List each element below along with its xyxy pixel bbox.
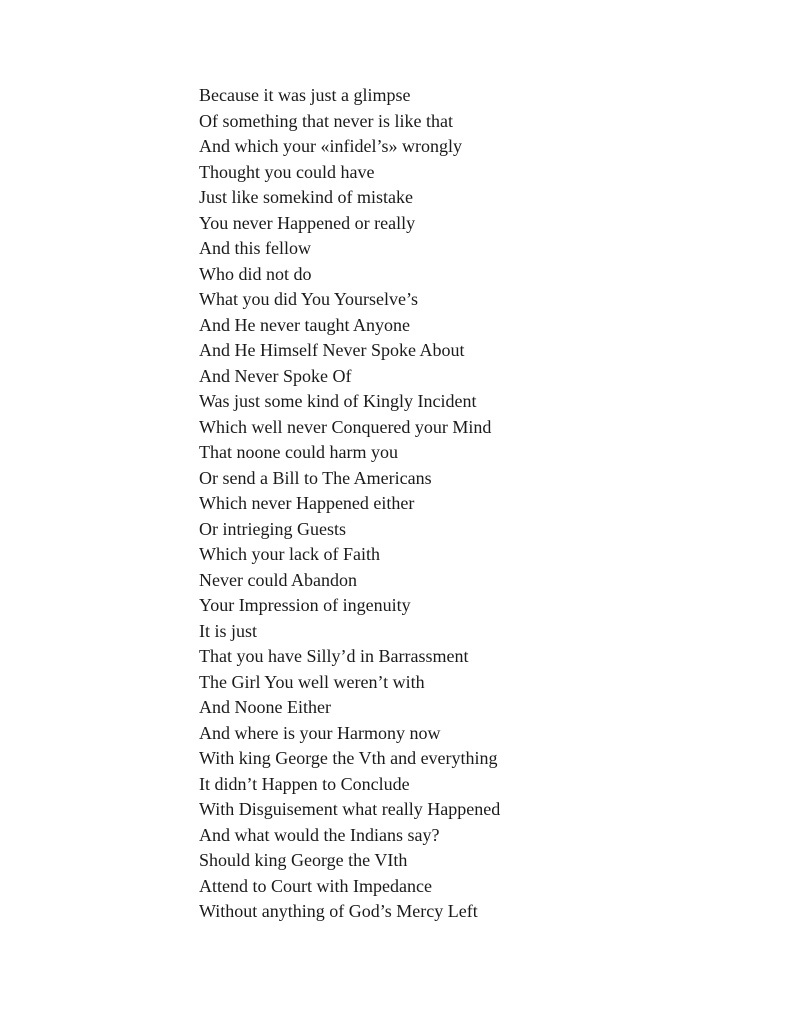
- poem-line: Just like somekind of mistake: [199, 187, 413, 207]
- poem-line: You never Happened or really: [199, 212, 416, 233]
- poem-line: And where is your Harmony now: [199, 722, 441, 743]
- poem-line: Of something that never is like that: [199, 110, 453, 131]
- poem-line: That you have Silly’d in Barrassment: [199, 646, 469, 666]
- poem-line: And what would the Indians say?: [199, 824, 440, 845]
- poem-line: What you did You Yourselve’s: [199, 289, 419, 309]
- poem-line: And Never Spoke Of: [199, 365, 352, 386]
- poem-line: It is just: [199, 620, 258, 641]
- poem-text-block: [199, 83, 500, 925]
- poem-line: Because it was just a glimpse: [199, 85, 411, 105]
- poem-line: Should king George the VIth: [199, 850, 408, 870]
- poem-line: Without anything of God’s Mercy Left: [199, 901, 478, 921]
- poem-line: Thought you could have: [199, 161, 375, 182]
- poem-line: With king George the Vth and everything: [199, 748, 498, 768]
- poem-line: With Disguisement what really Happened: [199, 799, 501, 819]
- poem-line: And which your «infidel’s» wrongly: [199, 136, 462, 156]
- poem-line: It didn’t Happen to Conclude: [199, 773, 410, 794]
- poem-line: Who did not do: [199, 263, 312, 284]
- poem-line: And He Himself Never Spoke About: [199, 340, 465, 360]
- poem-line: And He never taught Anyone: [199, 314, 410, 335]
- poem-line: The Girl You well weren’t with: [199, 671, 425, 692]
- poem-line: Was just some kind of Kingly Incident: [199, 391, 477, 411]
- poem-line: Attend to Court with Impedance: [199, 875, 432, 896]
- poem-line: Never could Abandon: [199, 569, 357, 590]
- poem-line: Which well never Conquered your Mind: [199, 416, 492, 437]
- poem-line: And this fellow: [199, 238, 311, 258]
- poem-line: And Noone Either: [199, 697, 331, 717]
- poem-line: That noone could harm you: [199, 442, 398, 462]
- poem-line: Your Impression of ingenuity: [199, 595, 411, 615]
- poem-line: Or intrieging Guests: [199, 518, 346, 539]
- poem-line: Which your lack of Faith: [199, 544, 380, 564]
- poem-line: Or send a Bill to The Americans: [199, 467, 432, 488]
- poem-line: Which never Happened either: [199, 493, 415, 513]
